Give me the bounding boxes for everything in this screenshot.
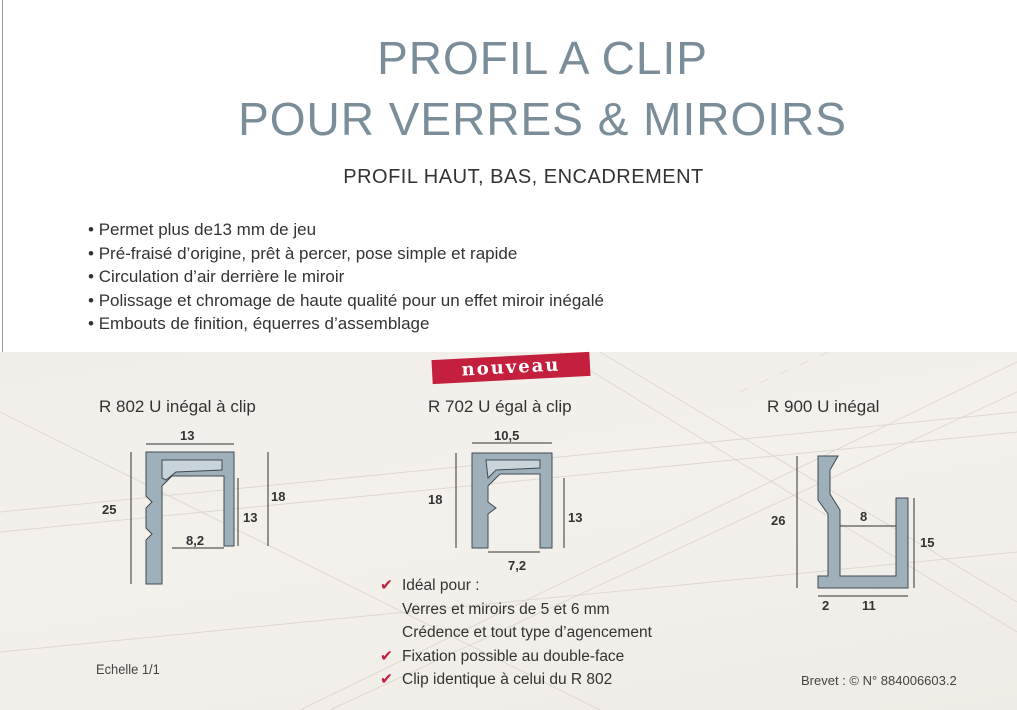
scale-label: Echelle 1/1 [96,661,160,677]
subtitle: PROFIL HAUT, BAS, ENCADREMENT [343,166,704,188]
feature-ideal-line-2: Crédence et tout type d’agencement [402,624,652,641]
features-list [380,574,652,692]
r702-dim-height: 18 [428,492,443,507]
bullet-item: • Circulation d’air derrière le miroir [88,265,604,289]
feature-ideal-line-1: Verres et miroirs de 5 et 6 mm [402,600,610,618]
title-line-1: PROFIL A CLIP [377,32,708,84]
r702-dim-clip-height: 13 [568,510,583,525]
nouveau-badge: nouveau [431,352,590,384]
bullet-item: • Permet plus de13 mm de jeu [88,218,604,242]
profile-title-r900: R 900 U inégal [767,397,880,416]
profile-title-r702: R 702 U égal à clip [428,397,572,416]
r802-dim-width: 13 [180,428,195,443]
r900-dim-right-height: 15 [920,535,935,550]
r900-dim-height: 26 [771,513,786,528]
title-line-2: POUR VERRES & MIROIRS [238,93,847,145]
r802-dim-height: 25 [102,502,117,517]
check-icon: ✔ [380,671,393,688]
r802-dim-opening: 8,2 [186,533,205,548]
profile-title-r802: R 802 U inégal à clip [99,397,256,416]
feature-item-3: Clip identique à celui du R 802 [402,671,613,688]
patent-label: Brevet : © N° 884006603.2 [801,673,957,688]
bullet-item: • Polissage et chromage de haute qualité pour un effet miroir inégalé [88,289,604,313]
bullet-item: • Embouts de finition, équerres d’assemblage [88,312,604,336]
check-icon: ✔ [380,647,393,665]
feature-item-2: Fixation possible au double-face [402,647,625,665]
r900-dim-base: 11 [862,598,876,613]
r802-dim-inner-height: 18 [271,489,286,504]
r702-dim-opening: 7,2 [508,558,527,573]
feature-ideal-label: Idéal pour : [402,577,480,594]
bullet-item: • Pré-fraisé d’origine, prêt à percer, pose simple et rapide [88,242,604,266]
r802-dim-clip-height: 13 [243,510,258,525]
check-icon: ✔ [380,577,393,594]
r900-dim-opening: 8 [860,509,868,524]
r900-dim-thickness: 2 [822,598,830,613]
r702-dim-width: 10,5 [494,428,520,443]
